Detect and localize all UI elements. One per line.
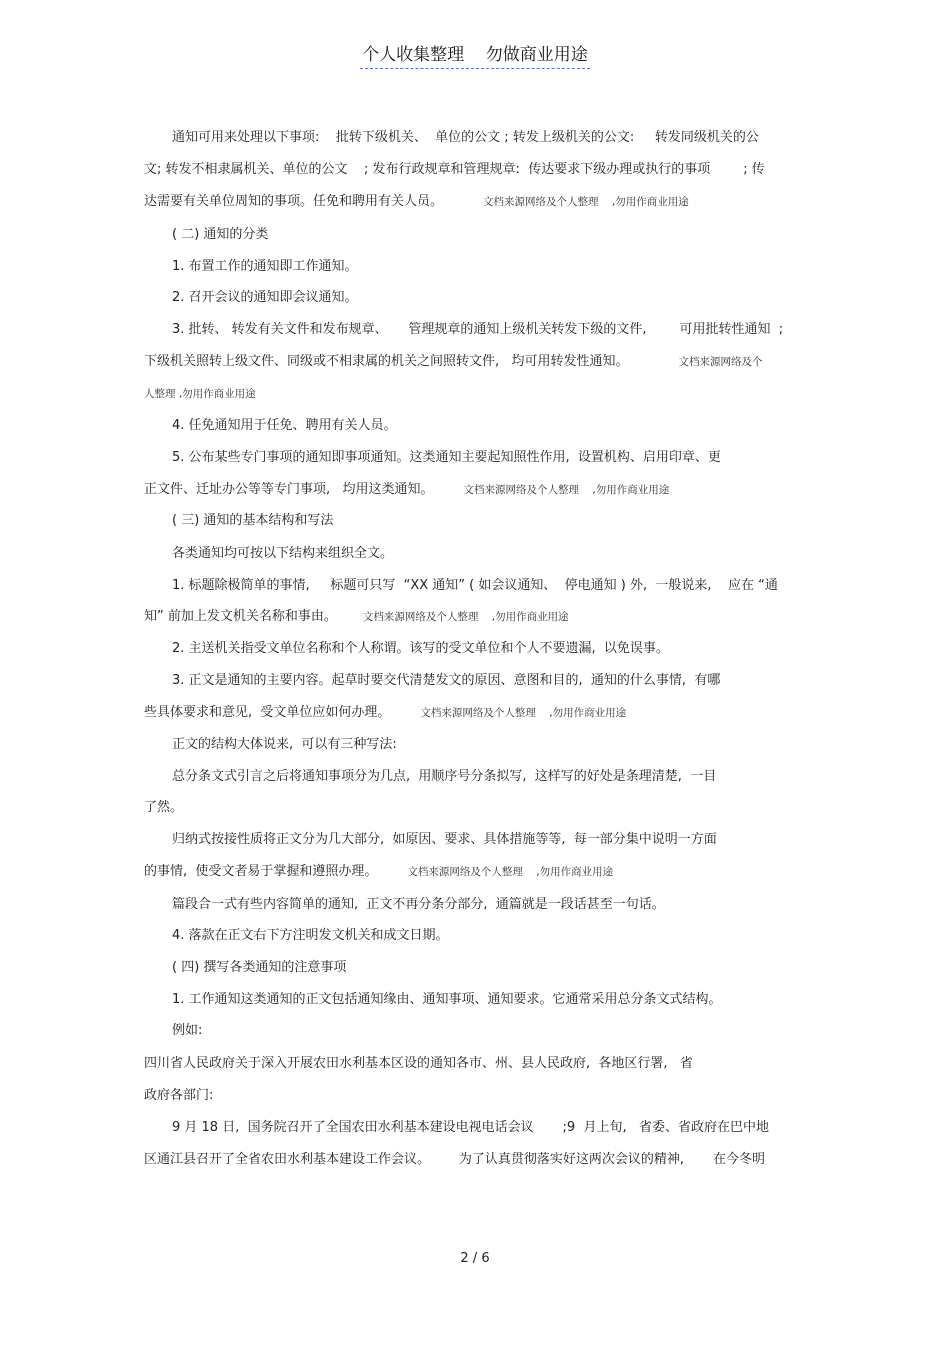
text-line: 1. 布置工作的通知即工作通知。: [172, 259, 358, 274]
section-heading: ( 三) 通知的基本结构和写法: [172, 513, 334, 528]
source-note: 人整理 ,勿用作商业用途: [144, 388, 256, 400]
text-line: 3. 批转、 转发有关文件和发布规章、 管理规章的通知上级机关转发下级的文件, 可用批转性通知 ;: [172, 322, 784, 337]
source-note: 文档来源网络及个人整理 ,勿用作商业用途: [483, 196, 689, 208]
source-note: 文档来源网络及个人整理 ,勿用作商业用途: [362, 611, 569, 623]
text-line: 4. 落款在正文右下方注明发文机关和成文日期。: [172, 928, 449, 943]
text-line: 归纳式按接性质将正文分为几大部分, 如原因、要求、具体措施等等, 每一部分集中说明一方面: [172, 832, 717, 847]
text-line: 5. 公布某些专门事项的通知即事项通知。这类通知主要起知照性作用, 设置机构、启用印章、更: [172, 450, 721, 465]
text-line: 正文件、迁址办公等等专门事项, 均用这类通知。 文档来源网络及个人整理 ,勿用作商业用途: [144, 482, 670, 497]
text-line: 的事情, 使受文者易于掌握和遵照办理。 文档来源网络及个人整理 ,勿用作商业用途: [144, 864, 614, 879]
text-line: 四川省人民政府关于深入开展农田水利基本区设的通知各市、州、县人民政府, 各地区行署, 省: [144, 1056, 693, 1071]
text-line: 9 月 18 日, 国务院召开了全国农田水利基本建设电视电话会议 ;9 月上旬, 省委、省政府在巴中地: [172, 1120, 769, 1135]
text-line: 2. 召开会议的通知即会议通知。: [172, 290, 358, 305]
text-line: 总分条文式引言之后将通知事项分为几点, 用顺序号分条拟写, 这样写的好处是条理清楚, 一目: [172, 769, 717, 784]
text-line: 了然。: [144, 800, 184, 815]
text-line: 正文的结构大体说来, 可以有三种写法:: [172, 737, 397, 752]
source-note: 文档来源网络及个: [678, 356, 763, 368]
text-line: 区通江县召开了全省农田水利基本建设工作会议。 为了认真贯彻落实好这两次会议的精神, 在今冬明: [144, 1152, 765, 1167]
text-line: 4. 任免通知用于任免、聘用有关人员。: [172, 418, 397, 433]
text-line: 达需要有关单位周知的事项。任免和聘用有关人员。 文档来源网络及个人整理 ,勿用作商业用途: [144, 194, 689, 209]
text-line: 例如:: [172, 1023, 203, 1038]
text-line: 各类通知均可按以下结构来组织全文。: [172, 546, 394, 561]
source-note: 文档来源网络及个人整理 ,勿用作商业用途: [463, 484, 670, 496]
page-header: [0, 40, 950, 65]
text-line: 文; 转发不相隶属机关、单位的公文 ; 发布行政规章和管理规章: 传达要求下级办理或执行的事项 ; 传: [144, 162, 765, 177]
text-line: 篇段合一式有些内容简单的通知, 正文不再分条分部分, 通篇就是一段话甚至一句话。: [172, 897, 665, 912]
text-line: 3. 正文是通知的主要内容。起草时要交代清楚发文的原因、意图和目的, 通知的什么事情, 有哪: [172, 673, 721, 688]
section-heading: ( 四) 撰写各类通知的注意事项: [172, 960, 347, 975]
source-note: 文档来源网络及个人整理 ,勿用作商业用途: [407, 866, 614, 878]
text-line: 通知可用来处理以下事项: 批转下级机关、 单位的公文 ; 转发上级机关的公文: 转发同级机关的公: [172, 130, 759, 145]
text-line: 2. 主送机关指受文单位名称和个人称谓。该写的受文单位和个人不要遗漏, 以免误事。: [172, 641, 669, 656]
text-line: 政府各部门:: [144, 1088, 214, 1103]
section-heading: ( 二) 通知的分类: [172, 227, 269, 242]
text-line: 1. 工作通知这类通知的正文包括通知缘由、通知事项、通知要求。它通常采用总分条文式结构。: [172, 992, 722, 1007]
text-line: 知” 前加上发文机关名称和事由。 文档来源网络及个人整理 ,勿用作商业用途: [144, 609, 569, 624]
text-line: 下级机关照转上级文件、同级或不相隶属的机关之间照转文件, 均可用转发性通知。 文档来源网络及个: [144, 354, 763, 369]
text-line: 些具体要求和意见, 受文单位应如何办理。 文档来源网络及个人整理 ,勿用作商业用途: [144, 705, 627, 720]
page-number: 2 / 6: [460, 1251, 490, 1266]
text-line: 1. 标题除极简单的事情, 标题可只写 “XX 通知” ( 如会议通知、 停电通知 ) 外, 一般说来, 应在 “通: [172, 578, 778, 593]
header-title: 个人收集整理 勿做商业用途: [360, 45, 590, 69]
source-note: 文档来源网络及个人整理 ,勿用作商业用途: [420, 707, 627, 719]
